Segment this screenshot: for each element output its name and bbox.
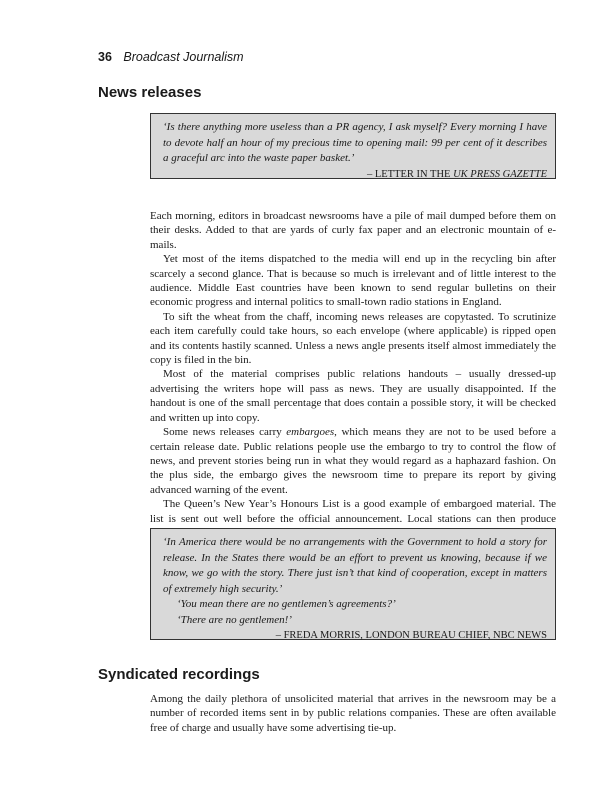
quote-line: ‘You mean there are no gentlemen’s agreements?’ [177, 598, 396, 610]
paragraph: Among the daily plethora of unsolicited material that arrives in the newsroom may be a number of recorded items sent in by public relations companies. These are often available free of charge and usually have some advertising tie-up. [150, 693, 556, 734]
quote-attribution: – LETTER IN THE UK PRESS GAZETTE [366, 168, 547, 180]
quote-box-pr-agency [150, 113, 556, 179]
running-title: Broadcast Journalism [123, 50, 244, 64]
quote-text: ‘Is there anything more useless than a PR agency, I ask myself? Every morning I have to devote half an hour of my precious time to opening mail: 99 per cent of it describes a graceful arc into the waste paper basket.’ [163, 121, 547, 164]
quote-line: ‘In America there would be no arrangements with the Government to hold a story for release. In the States there would be an effort to prevent us knowing, because if we know, we go with the story. There just isn’t that kind of cooperation, except in matters of extremely high security.’ [163, 536, 547, 595]
embargoes-term: embargoes [286, 426, 335, 439]
quote-line: ‘There are no gentlemen!’ [177, 613, 292, 626]
quote-box-freda-morris [150, 528, 556, 640]
section-heading-syndicated-recordings: Syndicated recordings [98, 666, 260, 683]
quote-attribution: – FREDA MORRIS, LONDON BUREAU CHIEF, NBC NEWS [275, 630, 547, 641]
paragraph: Each morning, editors in broadcast newsrooms have a pile of mail dumped before them on their desks. Added to that are yards of curly fax paper and an electronic mountain of e-mails. [150, 210, 556, 251]
section-heading-news-releases: News releases [98, 84, 202, 101]
paragraph: Yet most of the items dispatched to the media will end up in the recycling bin after scarcely a second glance. That is because so much is irrelevant and of little interest to the audience. Middle East countries have been known to send regular bulletins on their economic progress and internal politics to small-town radio stations in England. [150, 253, 556, 309]
syndicated-recordings-body [150, 692, 556, 735]
paragraph: To sift the wheat from the chaff, incoming news releases are copytasted. To scrutinize each item carefully could take hours, so each envelope (where applicable) is ripped open and its contents hastily scanned. Unless a news angle presents itself almost immediately the copy is filed in the bin. [150, 310, 556, 367]
news-releases-body [150, 209, 556, 540]
paragraph: Most of the material comprises public relations handouts – usually dressed-up advertising the writers hope will pass as news. They are usually disappointed. If the handout is one of the small percentage that does contain a possible story, it will be checked and written up into copy. [150, 368, 556, 424]
paragraph: The Queen’s New Year’s Honours List is a good example of embargoed material. The list is sent out well before the official announcement. Local stations can then produce [150, 498, 556, 525]
page-header [98, 50, 244, 64]
page-number: 36 [98, 50, 112, 64]
paragraph: Some news releases carry embargoes, which means they are not to be used before a certain release date. Public relations people use the embargo to try to control the flow of news, and prevent stories being run in what they would regard as a haphazard fashion. On the plus side, the embargo gives the newsroom time to prepare its report by giving advanced warning of the event. [150, 426, 556, 496]
